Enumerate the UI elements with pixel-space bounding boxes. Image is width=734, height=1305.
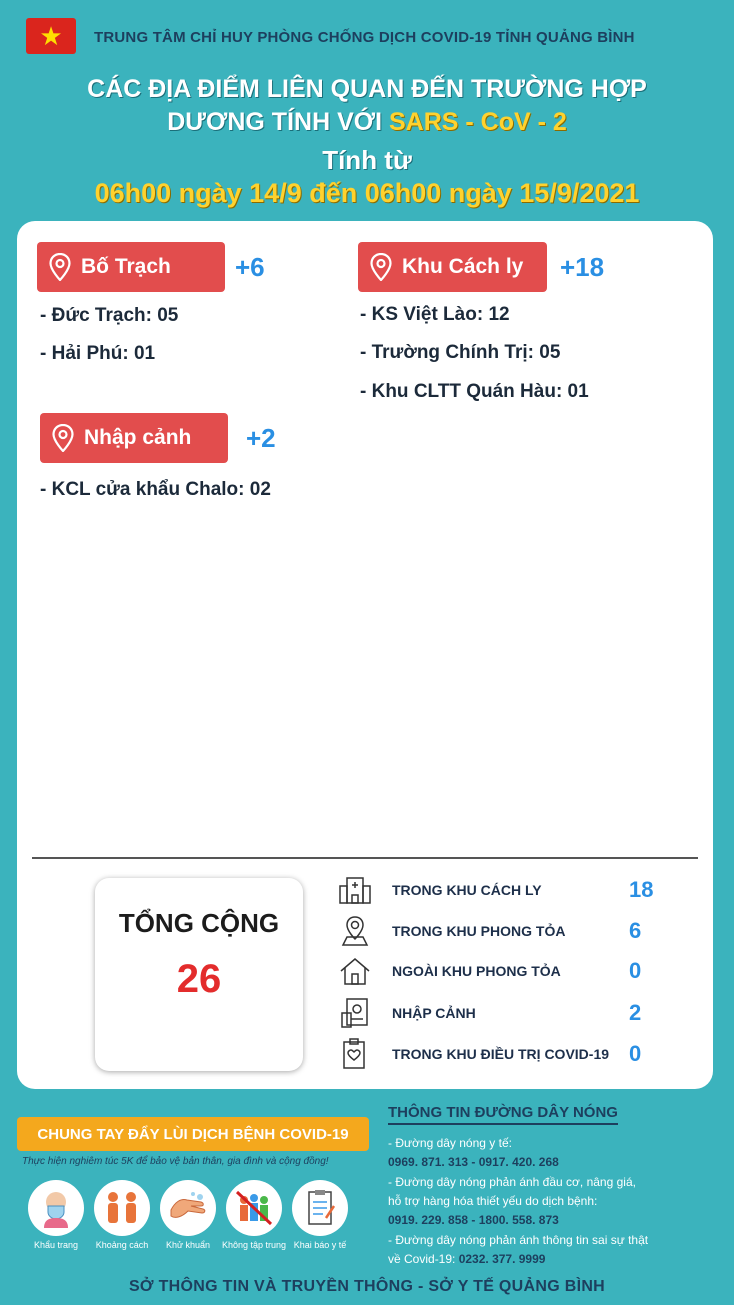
organization-name: TRUNG TÂM CHỈ HUY PHÒNG CHỐNG DỊCH COVID-19 TỈNH QUẢNG BÌNH: [94, 29, 635, 46]
campaign-slogan: Thực hiện nghiêm túc 5K để bảo vệ bản thân, gia đình và cộng đồng!: [22, 1156, 329, 1167]
section-divider: [32, 857, 698, 859]
total-value: 26: [176, 957, 222, 1001]
location-tag-nhap-canh: [40, 413, 228, 463]
location-item: - Khu CLTT Quán Hàu: 01: [360, 381, 589, 402]
location-name: Khu Cách ly: [402, 255, 524, 278]
hand-wash-icon: [160, 1180, 216, 1236]
fivek-label: Khoảng cách: [95, 1240, 149, 1250]
health-declaration-icon: [292, 1180, 348, 1236]
clipboard-heart-icon: [337, 1037, 373, 1071]
passport-icon: [337, 996, 373, 1030]
fivek-label: Không tập trung: [221, 1240, 287, 1250]
no-gathering-icon: [226, 1180, 282, 1236]
stat-value: 0: [629, 958, 642, 983]
stat-label: NGOÀI KHU PHONG TỎA: [392, 963, 561, 979]
location-item: - Trường Chính Trị: 05: [360, 342, 561, 363]
hotline-text: - Đường dây nóng y tế:: [388, 1136, 512, 1150]
stat-value: 0: [629, 1041, 642, 1066]
distance-icon: [94, 1180, 150, 1236]
fivek-item: [92, 1180, 152, 1250]
report-period: 06h00 ngày 14/9 đến 06h00 ngày 15/9/2021: [94, 178, 640, 208]
stat-row: [337, 995, 667, 1031]
hotline-number: 0232. 377. 9999: [458, 1252, 546, 1266]
hotline-number: 0919. 229. 858 - 1800. 558. 873: [388, 1213, 559, 1227]
location-zone-icon: [337, 914, 373, 948]
total-label: TỔNG CỘNG: [118, 908, 280, 938]
hotline-text: hỗ trợ hàng hóa thiết yếu do dịch bệnh:: [388, 1194, 598, 1208]
map-pin-icon: [49, 253, 71, 281]
location-count: +2: [246, 423, 276, 453]
stat-value: 6: [629, 918, 642, 943]
location-item: - KS Việt Lào: 12: [360, 304, 510, 325]
stat-row: [337, 913, 667, 949]
hotline-text-row: [388, 1252, 545, 1266]
stat-row: [337, 953, 667, 989]
mask-icon: [28, 1180, 84, 1236]
footer-credit: SỞ THÔNG TIN VÀ TRUYỀN THÔNG - SỞ Y TẾ QUẢNG BÌNH: [128, 1278, 606, 1295]
stat-row: [337, 872, 667, 908]
hotline-text: - Đường dây nóng phản ánh thông tin sai sự thật: [388, 1233, 649, 1247]
stat-label: TRONG KHU PHONG TỎA: [392, 923, 566, 939]
fivek-label: Khử khuẩn: [165, 1240, 211, 1250]
hotline-text: - Đường dây nóng phản ánh đầu cơ, nâng giá,: [388, 1175, 636, 1189]
title-line-1: CÁC ĐỊA ĐIỂM LIÊN QUAN ĐẾN TRƯỜNG HỢP: [87, 75, 647, 103]
fivek-item: [26, 1180, 86, 1250]
fivek-label: Khai báo y tế: [293, 1240, 347, 1250]
location-tag-khu-cach-ly: [358, 242, 547, 292]
stat-row: [337, 1036, 667, 1072]
total-box: [95, 878, 303, 1071]
vietnam-flag-icon: ★: [26, 18, 76, 54]
title-line-3: Tính từ: [322, 145, 412, 175]
stat-label: TRONG KHU ĐIỀU TRỊ COVID-19: [392, 1046, 610, 1062]
house-icon: [337, 954, 373, 988]
map-pin-icon: [370, 253, 392, 281]
location-name: Bố Trạch: [81, 255, 171, 278]
location-count: +6: [235, 252, 265, 282]
location-item: - Hải Phú: 01: [40, 343, 156, 364]
location-item: - Đức Trạch: 05: [40, 305, 179, 326]
fivek-item: [158, 1180, 218, 1250]
title-line-2: [0, 108, 734, 137]
campaign-banner: CHUNG TAY ĐẨY LÙI DỊCH BỆNH COVID-19: [17, 1117, 369, 1151]
fivek-item: [290, 1180, 350, 1250]
hotline-text: về Covid-19:: [388, 1252, 459, 1266]
fivek-item: [221, 1180, 287, 1250]
map-pin-icon: [52, 424, 74, 452]
location-tag-bo-trach: [37, 242, 225, 292]
stat-label: NHẬP CẢNH: [392, 1005, 476, 1021]
stat-value: 18: [629, 877, 654, 902]
location-count: +18: [560, 252, 605, 282]
title-line-2-prefix: DƯƠNG TÍNH VỚI: [167, 108, 389, 136]
hotline-title: THÔNG TIN ĐƯỜNG DÂY NÓNG: [388, 1104, 618, 1125]
location-item: - KCL cửa khẩu Chalo: 02: [40, 479, 271, 500]
title-line-2-highlight: SARS - CoV - 2: [388, 108, 567, 136]
location-name: Nhập cảnh: [84, 426, 192, 449]
stat-value: 2: [629, 1000, 642, 1025]
hotline-number: 0969. 871. 313 - 0917. 420. 268: [388, 1155, 559, 1169]
locations-card: [17, 221, 713, 1089]
stat-label: TRONG KHU CÁCH LY: [392, 882, 542, 898]
fivek-label: Khẩu trang: [33, 1240, 79, 1250]
building-icon: [337, 873, 373, 907]
